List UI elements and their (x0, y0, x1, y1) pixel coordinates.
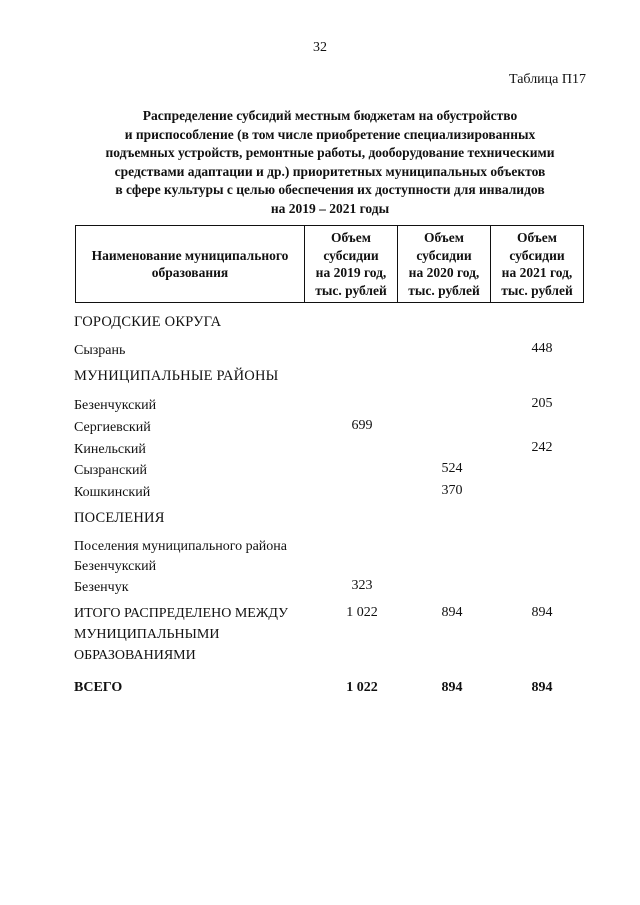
row-name-bezenchuk: Безенчук (74, 580, 129, 595)
header-name-column: Наименование муниципального образования (76, 226, 305, 303)
title-line: подъемных устройств, ремонтные работы, дооборудование техническими (105, 145, 555, 160)
row-value-syzran-2021: 448 (531, 341, 553, 356)
row-value-koshkinsky-2020: 370 (441, 483, 463, 498)
vsego-value-2019: 1 022 (346, 680, 378, 695)
row-name-bezenchuksky: Безенчукский (74, 398, 157, 413)
section-urban-districts: ГОРОДСКИЕ ОКРУГА (74, 314, 222, 330)
row-settlement-group-district: Безенчукский (74, 559, 157, 574)
section-municipal-districts: МУНИЦИПАЛЬНЫЕ РАЙОНЫ (74, 368, 279, 384)
row-itogo (74, 603, 288, 666)
itogo-label-line: ИТОГО РАСПРЕДЕЛЕНО МЕЖДУ (74, 606, 288, 621)
row-name-kinelsky: Кинельский (74, 442, 146, 457)
row-name-syzran: Сызрань (74, 343, 126, 358)
row-name-sergievsky: Сергиевский (74, 420, 151, 435)
vsego-value-2020: 894 (441, 680, 463, 695)
row-settlement-group: Поселения муниципального района (74, 539, 288, 554)
itogo-label-line: МУНИЦИПАЛЬНЫМИ (74, 627, 220, 642)
row-name-koshkinsky: Кошкинский (74, 485, 151, 500)
itogo-value-2019: 1 022 (346, 605, 378, 620)
page-number: 32 (313, 40, 327, 55)
title-line: Распределение субсидий местным бюджетам на обустройство (142, 108, 518, 123)
row-value-syzransky-2020: 524 (441, 461, 463, 476)
title-line: на 2019 – 2021 годы (270, 200, 390, 216)
table-title (70, 107, 590, 218)
row-value-sergievsky-2019: 699 (351, 418, 373, 433)
header-2019-column: Объем субсидии на 2019 год, тыс. рублей (305, 226, 398, 303)
itogo-value-2021: 894 (531, 605, 553, 620)
row-vsego: ВСЕГО (74, 680, 123, 695)
header-2020-column: Объем субсидии на 2020 год, тыс. рублей (398, 226, 491, 303)
itogo-label-line: ОБРАЗОВАНИЯМИ (74, 648, 196, 663)
title-line: средствами адаптации и др.) приоритетных муниципальных объектов (114, 163, 546, 179)
table-label: Таблица П17 (509, 72, 586, 87)
table-header (75, 225, 584, 303)
row-value-bezenchuk-2019: 323 (351, 578, 373, 593)
title-line: и приспособление (в том числе приобретение специализированных (124, 126, 536, 142)
row-value-kinelsky-2021: 242 (531, 440, 553, 455)
header-2021-column: Объем субсидии на 2021 год, тыс. рублей (491, 226, 584, 303)
section-settlements: ПОСЕЛЕНИЯ (74, 510, 165, 526)
itogo-value-2020: 894 (441, 605, 463, 620)
vsego-value-2021: 894 (531, 680, 553, 695)
title-line: в сфере культуры с целью обеспечения их доступности для инвалидов (115, 182, 545, 197)
row-value-bezenchuksky-2021: 205 (531, 396, 553, 411)
row-name-syzransky: Сызранский (74, 463, 147, 478)
